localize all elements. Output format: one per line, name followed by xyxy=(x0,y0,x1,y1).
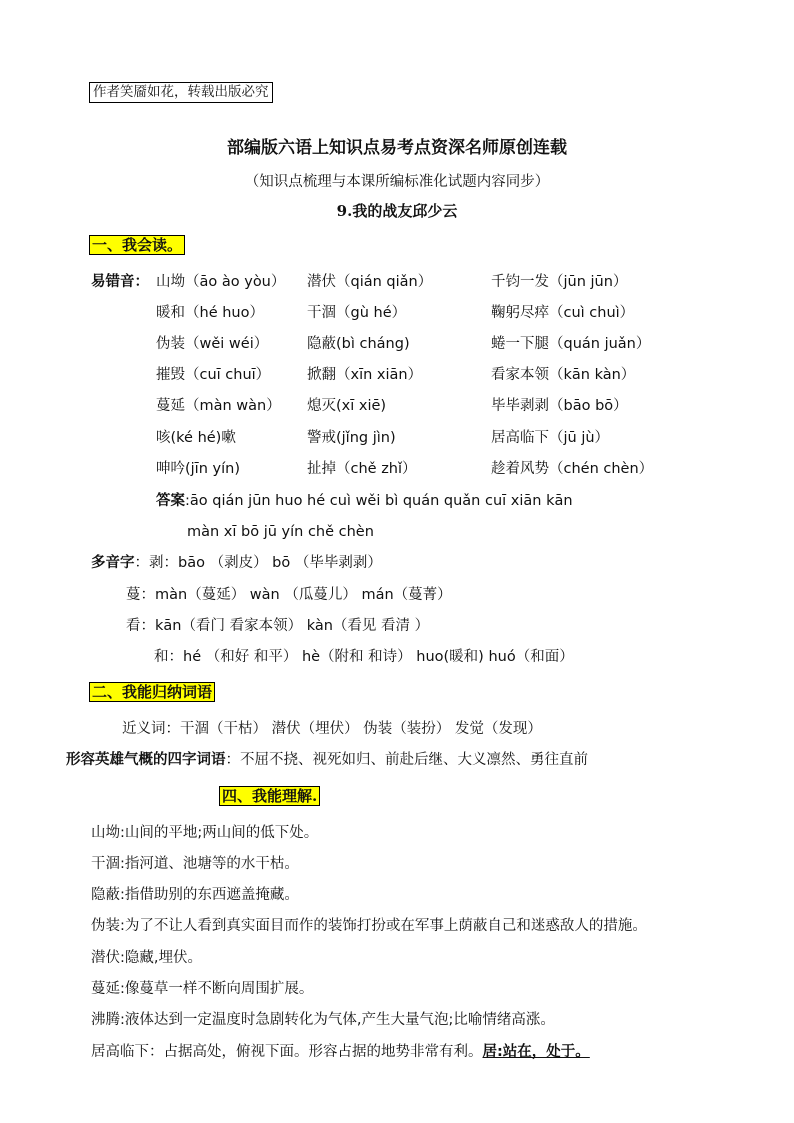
synonyms-line: 近义词：干涸（干枯） 潜伏（埋伏） 伪装（装扮） 发觉（发现） xyxy=(122,721,542,737)
word-cell: 千钧一发（jūn jūn） xyxy=(491,274,628,290)
section-heading-words xyxy=(89,682,215,702)
poly-line xyxy=(91,553,382,573)
word-cell: 趁着风势（chén chèn） xyxy=(491,461,654,477)
poly-line: 蔓：màn（蔓延） wàn （瓜蔓儿） mán（蔓菁） xyxy=(126,587,452,603)
word-cell: 鞠躬尽瘁（cuì chuì） xyxy=(491,305,635,321)
definition-line-last xyxy=(91,1042,590,1062)
word-cell: 潜伏（qián qiǎn） xyxy=(307,274,433,290)
poly-text: ：剥：bāo （剥皮） bō （毕毕剥剥） xyxy=(134,555,382,571)
page-subtitle: （知识点梳理与本课所编标准化试题内容同步） xyxy=(244,174,550,190)
heroic-label: 形容英雄气概的四字词语 xyxy=(66,752,226,768)
yicuoyin-label: 易错音： xyxy=(91,274,149,290)
word-cell: 蔓延（màn wàn） xyxy=(156,398,281,414)
word-cell: 熄灭(xī xiē) xyxy=(307,398,387,414)
definition-line: 伪装:为了不让人看到真实面目而作的装饰打扮或在军事上荫蔽自己和迷惑敌人的措施。 xyxy=(91,918,647,934)
definition-line: 山坳:山间的平地;两山间的低下处。 xyxy=(91,825,319,841)
answer-line-2: màn xī bō jū yín chě chèn xyxy=(187,524,374,540)
definition-line: 蔓延:像蔓草一样不断向周围扩展。 xyxy=(91,981,314,997)
definition-line: 干涸:指河道、池塘等的水干枯。 xyxy=(91,856,299,872)
page-title: 部编版六语上知识点易考点资深名师原创连载 xyxy=(227,138,567,158)
word-cell: 咳(ké hé)嗽 xyxy=(156,430,236,446)
word-cell: 掀翻（xīn xiān） xyxy=(307,367,423,383)
section-heading-understand-label: 四、我能理解. xyxy=(219,786,320,806)
heroic-text: ：不屈不挠、视死如归、前赴后继、大义凛然、勇往直前 xyxy=(225,752,588,768)
word-cell: 毕毕剥剥（bāo bō） xyxy=(491,398,628,414)
last-def-emphasis: 居:站在，处于。 xyxy=(482,1044,590,1060)
answer-label: 答案 xyxy=(156,493,185,509)
word-cell: 看家本领（kān kàn） xyxy=(491,367,636,383)
last-def-text: 居高临下：占据高处，俯视下面。形容占据的地势非常有利。 xyxy=(91,1044,483,1060)
word-cell: 隐蔽(bì cháng) xyxy=(307,336,410,352)
poly-line: 看：kān（看门 看家本领） kàn（看见 看清 ） xyxy=(126,618,430,634)
word-cell: 伪装（wěi wéi） xyxy=(156,336,269,352)
word-cell: 干涸（gù hé） xyxy=(307,305,407,321)
word-cell: 扯掉（chě zhǐ） xyxy=(307,461,417,477)
section-heading-read xyxy=(89,235,185,255)
lesson-title: 9.我的战友邱少云 xyxy=(336,202,458,220)
duoyinzi-label: 多音字 xyxy=(91,555,135,571)
definition-line: 隐蔽:指借助别的东西遮盖掩藏。 xyxy=(91,887,299,903)
section-heading-words-label: 二、我能归纳词语 xyxy=(89,682,215,702)
answer-line xyxy=(156,491,573,511)
word-cell: 摧毁（cuī chuī） xyxy=(156,367,271,383)
word-cell: 呻吟(jīn yín) xyxy=(156,461,240,477)
heroic-line xyxy=(66,750,588,770)
poly-line: 和：hé （和好 和平） hè（附和 和诗） huo(暖和) huó（和面） xyxy=(154,649,574,665)
answer-text: :āo qián jūn huo hé cuì wěi bì quán quǎn cuī xiān kān xyxy=(185,493,573,509)
word-cell: 警戒(jǐng jìn) xyxy=(307,430,396,446)
word-cell: 居高临下（jū jù） xyxy=(491,430,610,446)
section-heading-read-label: 一、我会读。 xyxy=(89,235,185,255)
copyright-note: 作者笑靥如花，转载出版必究 xyxy=(89,82,273,103)
definition-line: 沸腾:液体达到一定温度时急剧转化为气体,产生大量气泡;比喻情绪高涨。 xyxy=(91,1012,555,1028)
section-heading-understand xyxy=(219,786,320,806)
word-cell: 山坳（āo ào yòu） xyxy=(156,274,286,290)
word-cell: 蜷一下腿（quán juǎn） xyxy=(491,336,651,352)
word-cell: 暖和（hé huo） xyxy=(156,305,264,321)
definition-line: 潜伏:隐藏,埋伏。 xyxy=(91,950,202,966)
